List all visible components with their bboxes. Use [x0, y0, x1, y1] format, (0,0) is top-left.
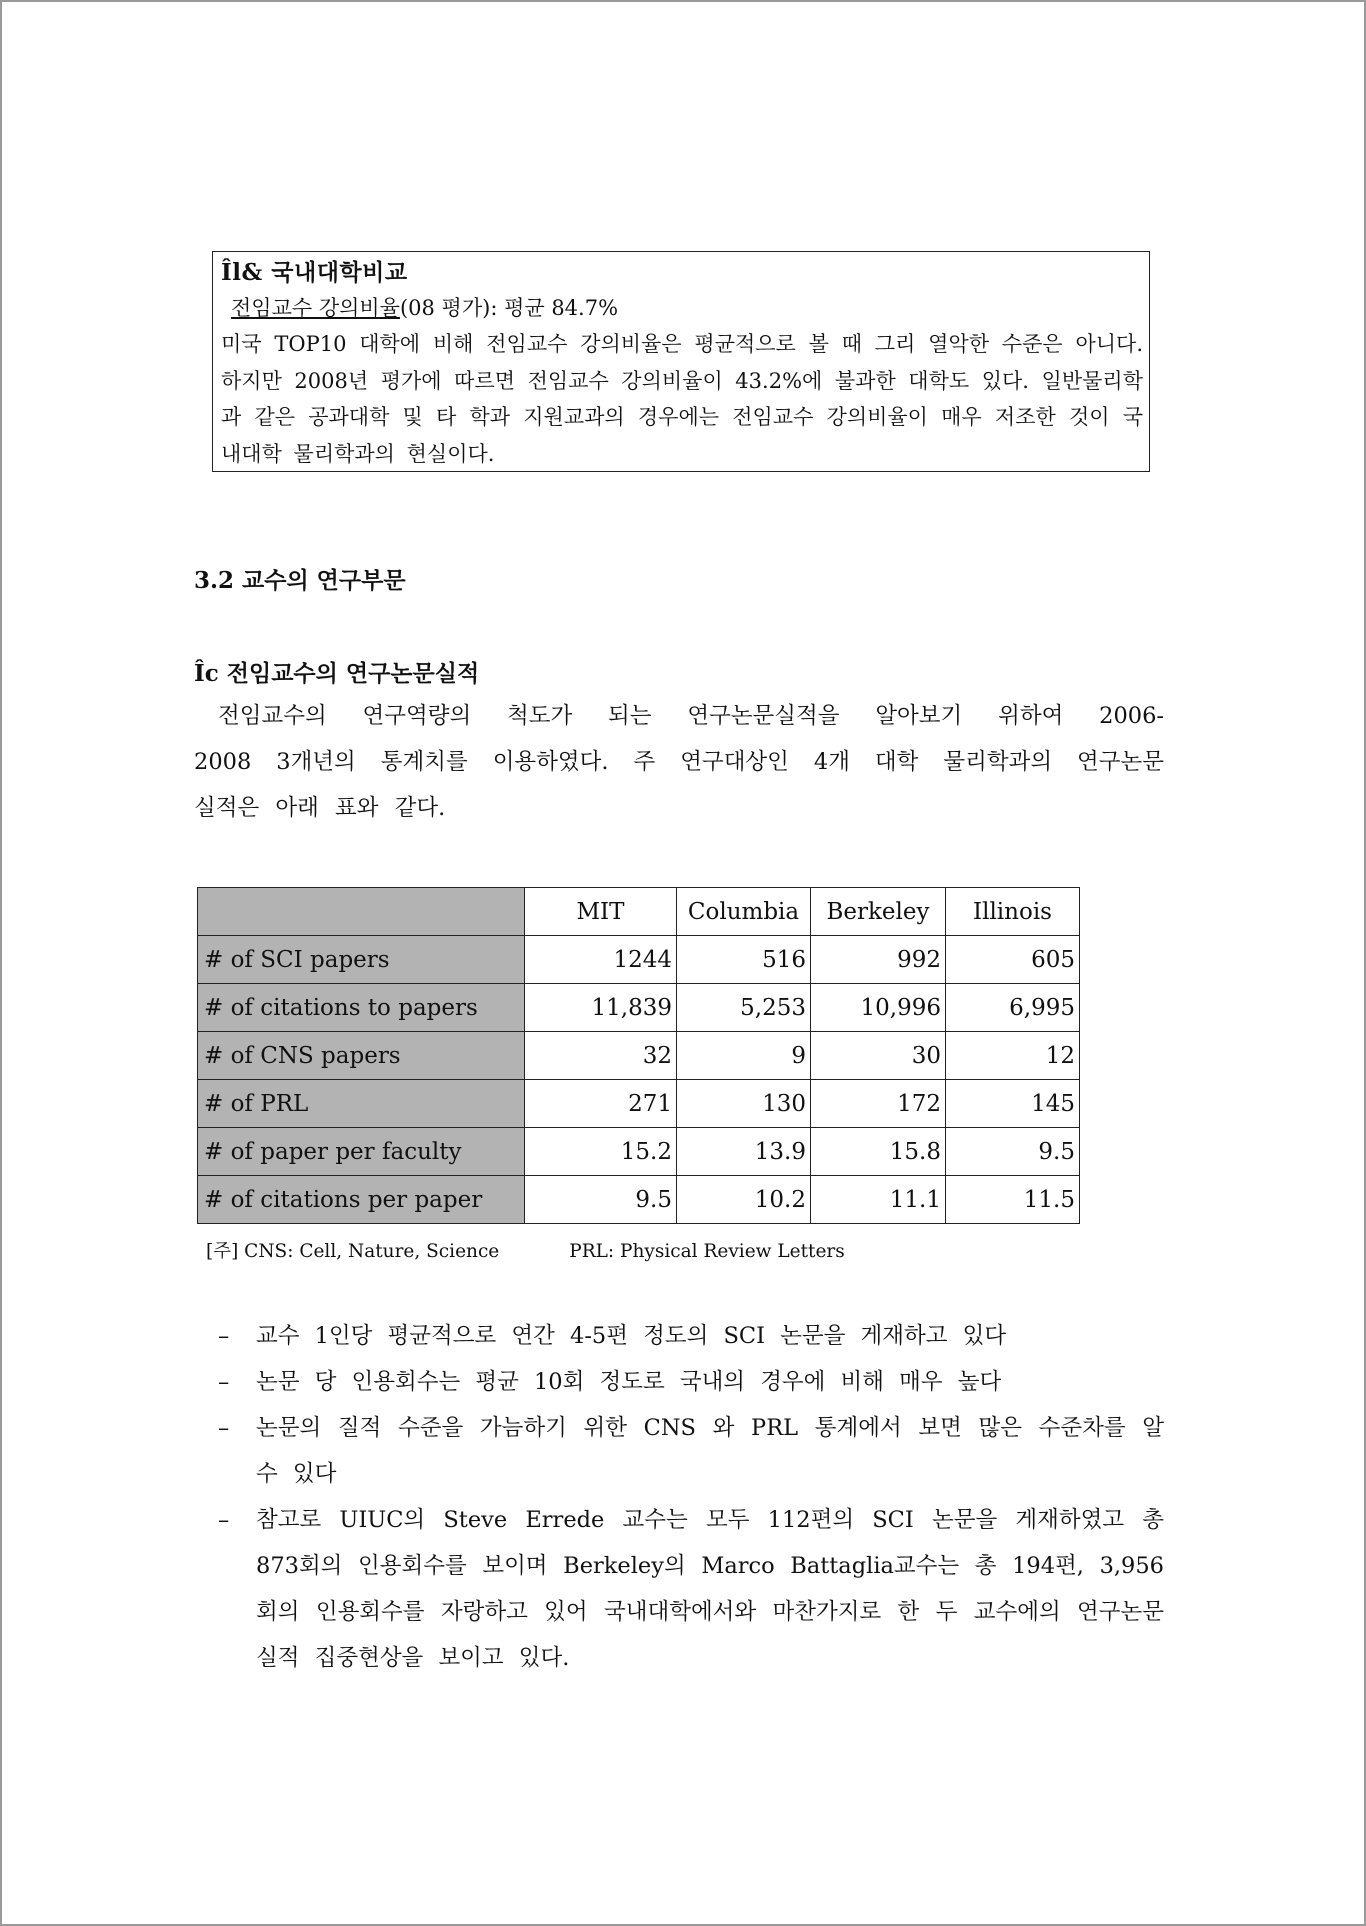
table-footnote: [206, 1237, 845, 1263]
bullet-dash: –: [218, 1415, 230, 1441]
table-cell: 5,253: [677, 984, 811, 1032]
bullet-text: 논문의 질적 수준을 가늠하기 위한 CNS 와 PRL 통계에서 보면 많은 수준차를 알 수 있다: [256, 1415, 1164, 1487]
intro-line: 실적은 아래 표와 같다.: [194, 795, 446, 821]
table-row: [198, 1128, 1080, 1176]
table-cell: 10,996: [811, 984, 946, 1032]
row-label: # of citations per paper: [198, 1176, 525, 1224]
comparison-box-subtitle: [221, 290, 1143, 326]
list-item: [218, 1313, 1164, 1359]
column-header: MIT: [525, 888, 677, 936]
table-cell: 32: [525, 1032, 677, 1080]
table-cell: 9: [677, 1032, 811, 1080]
table-row: [198, 936, 1080, 984]
table-cell: 12: [946, 1032, 1080, 1080]
table-row: [198, 1080, 1080, 1128]
bullet-text: 논문 당 인용회수는 평균 10회 정도로 국내의 경우에 비해 매우 높다: [256, 1369, 1002, 1395]
table-cell: 11.1: [811, 1176, 946, 1224]
row-label: # of citations to papers: [198, 984, 525, 1032]
table-cell: 130: [677, 1080, 811, 1128]
bullet-dash: –: [218, 1369, 230, 1395]
comparison-box-title: Îl& 국내대학비교: [221, 259, 408, 286]
table-row: [198, 984, 1080, 1032]
table-cell: 6,995: [946, 984, 1080, 1032]
table-cell: 11.5: [946, 1176, 1080, 1224]
column-header: Columbia: [677, 888, 811, 936]
bullet-text: 참고로 UIUC의 Steve Errede 교수는 모두 112편의 SCI 논문을 게재하였고 총 873회의 인용회수를 보이며 Berkeley의 Marco Battaglia교수는 총 194편, 3,956회의 인용회수를 자랑하고 있어 국내대학에서와 마찬가지로 한 두 교수에의 연구논문실적 집중현상을 보이고 있다.: [256, 1507, 1164, 1671]
table-cell: 15.8: [811, 1128, 946, 1176]
table-cell: 11,839: [525, 984, 677, 1032]
subtitle-underlined: 전임교수 강의비율: [231, 296, 400, 320]
intro-paragraph: [194, 693, 1164, 831]
list-item: [218, 1405, 1164, 1497]
bullet-list: [218, 1313, 1164, 1681]
intro-line: 전임교수의 연구역량의 척도가 되는 연구논문실적을 알아보기 위하여 2006-: [218, 703, 1164, 729]
row-label: # of SCI papers: [198, 936, 525, 984]
table-cell: 10.2: [677, 1176, 811, 1224]
table-header-row: [198, 888, 1080, 936]
row-label: # of PRL: [198, 1080, 525, 1128]
subtitle-rest: (08 평가): 평균 84.7%: [399, 296, 619, 320]
table-cell: 9.5: [946, 1128, 1080, 1176]
list-item: [218, 1497, 1164, 1681]
bullet-dash: –: [218, 1323, 230, 1349]
table-cell: 30: [811, 1032, 946, 1080]
table-corner-cell: [198, 888, 525, 936]
column-header: Berkeley: [811, 888, 946, 936]
row-label: # of CNS papers: [198, 1032, 525, 1080]
table-cell: 271: [525, 1080, 677, 1128]
table-cell: 1244: [525, 936, 677, 984]
bullet-dash: –: [218, 1507, 230, 1533]
comparison-box-body: 미국 TOP10 대학에 비해 전임교수 강의비율은 평균적으로 볼 때 그리 열악한 수준은 아니다. 하지만 2008년 평가에 따르면 전임교수 강의비율이 43.2%에 불과한 대학도 있다. 일반물리학과 같은 공과대학 및 타 학과 지원교과의 경우에는 전임교수 강의비율이 매우 저조한 것이 국내대학 물리학과의 현실이다.: [221, 332, 1143, 466]
intro-line: 2008 3개년의 통계치를 이용하였다. 주 연구대상인 4개 대학 물리학과의 연구논문: [194, 749, 1164, 775]
table-cell: 516: [677, 936, 811, 984]
table-cell: 9.5: [525, 1176, 677, 1224]
section-heading: 3.2 교수의 연구부문: [194, 567, 406, 594]
table-cell: 13.9: [677, 1128, 811, 1176]
table-cell: 145: [946, 1080, 1080, 1128]
list-item: [218, 1359, 1164, 1405]
column-header: Illinois: [946, 888, 1080, 936]
research-papers-table: [197, 887, 1080, 1224]
table-row: [198, 1176, 1080, 1224]
bullet-text: 교수 1인당 평균적으로 연간 4-5편 정도의 SCI 논문을 게재하고 있다: [256, 1323, 1007, 1349]
footnote-prl: PRL: Physical Review Letters: [569, 1241, 845, 1262]
footnote-cns: [주] CNS: Cell, Nature, Science: [206, 1241, 500, 1262]
subsection-heading: Îc 전임교수의 연구논문실적: [194, 660, 480, 687]
comparison-box: [212, 251, 1150, 472]
table-cell: 992: [811, 936, 946, 984]
table-cell: 15.2: [525, 1128, 677, 1176]
table-row: [198, 1032, 1080, 1080]
table-cell: 605: [946, 936, 1080, 984]
row-label: # of paper per faculty: [198, 1128, 525, 1176]
table-cell: 172: [811, 1080, 946, 1128]
